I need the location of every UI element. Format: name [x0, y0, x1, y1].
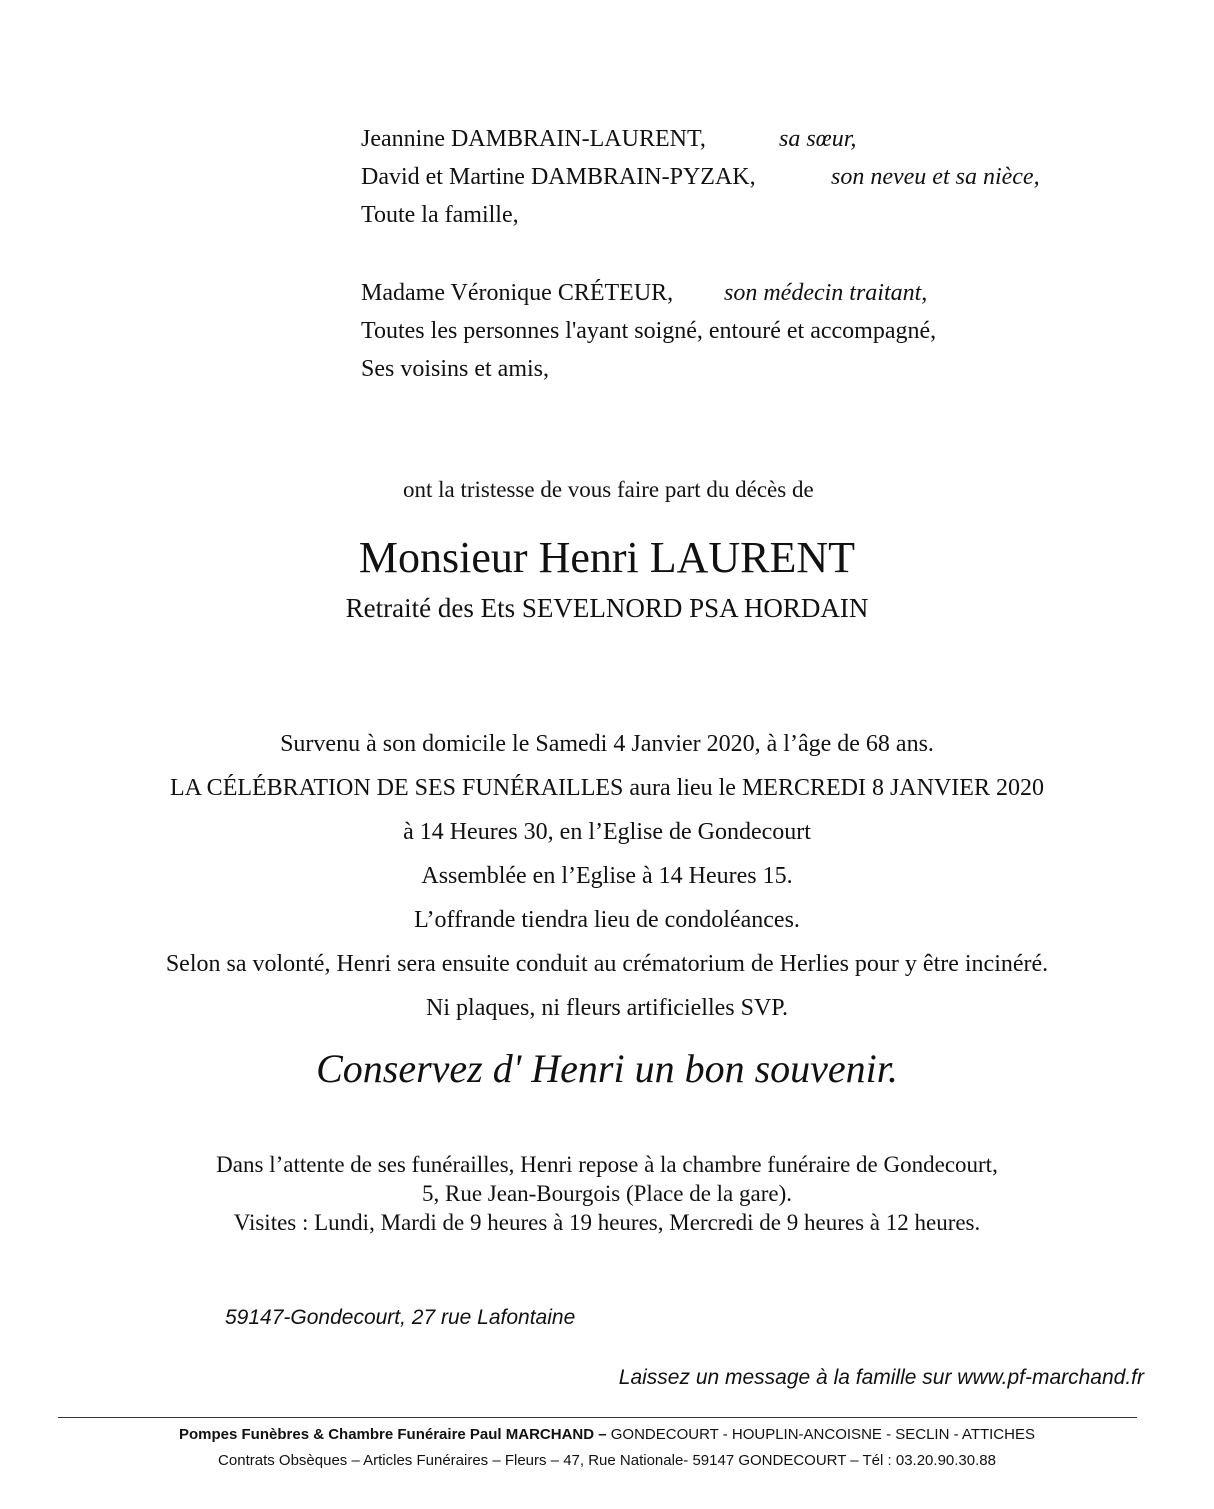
announcement-text: ont la tristesse de vous faire part du décès de: [403, 477, 814, 502]
family-address: 59147-Gondecourt, 27 rue Lafontaine: [225, 1306, 576, 1329]
footer-locations: GONDECOURT - HOUPLIN-ANCOISNE - SECLIN - ATTICHES: [606, 1426, 1035, 1443]
other-person-name: Toutes les personnes l'ayant soigné, entouré et accompagné,: [361, 318, 937, 344]
other-person: [361, 274, 673, 312]
other-person-role: son médecin traitant,: [724, 280, 928, 306]
repose-line: Dans l’attente de ses funérailles, Henri repose à la chambre funéraire de Gondecourt,: [216, 1152, 998, 1177]
other-person-role-wrap: [724, 274, 927, 312]
family-member-name: Jeannine DAMBRAIN-LAURENT,: [361, 126, 706, 152]
family-member: [361, 120, 706, 158]
memorial-quote: Conservez d' Henri un bon souvenir.: [316, 1046, 898, 1091]
footer-services: Contrats Obsèques – Articles Funéraires – Fleurs – 47, Rue Nationale- 59147 GONDECOURT – Tél : 03.20.90.30.88: [218, 1452, 996, 1469]
footer-company: Pompes Funèbres & Chambre Funéraire Paul MARCHAND –: [179, 1426, 607, 1443]
detail-line: Selon sa volonté, Henri sera ensuite conduit au crématorium de Herlies pour y être incinéré.: [165, 951, 1049, 977]
detail-line: Assemblée en l’Eglise à 14 Heures 15.: [421, 863, 793, 889]
footer-company-line: [0, 1426, 1214, 1443]
repose-line: Visites : Lundi, Mardi de 9 heures à 19 heures, Mercredi de 9 heures à 12 heures.: [233, 1210, 981, 1235]
leave-message-link[interactable]: Laissez un message à la famille sur www.pf-marchand.fr: [618, 1366, 1144, 1389]
family-member: [361, 158, 756, 196]
detail-line: LA CÉLÉBRATION DE SES FUNÉRAILLES aura lieu le MERCREDI 8 JANVIER 2020: [170, 775, 1044, 801]
detail-line: Survenu à son domicile le Samedi 4 Janvier 2020, à l’âge de 68 ans.: [280, 731, 934, 757]
family-member-role: son neveu et sa nièce,: [831, 164, 1040, 190]
detail-line: L’offrande tiendra lieu de condoléances.: [414, 907, 800, 933]
footer-divider: [58, 1417, 1137, 1418]
detail-line: Ni plaques, ni fleurs artificielles SVP.: [426, 995, 788, 1021]
family-member-name: David et Martine DAMBRAIN-PYZAK,: [361, 164, 756, 190]
other-person: [361, 350, 549, 388]
deceased-name: Monsieur Henri LAURENT: [358, 533, 856, 582]
other-person-name: Madame Véronique CRÉTEUR,: [361, 280, 674, 306]
other-person-name: Ses voisins et amis,: [361, 356, 550, 382]
detail-line: à 14 Heures 30, en l’Eglise de Gondecourt: [403, 819, 811, 845]
family-member-name: Toute la famille,: [361, 202, 519, 228]
family-member-role: sa sœur,: [779, 126, 857, 152]
family-member-role-wrap: [779, 120, 856, 158]
family-member-role-wrap: [831, 158, 1040, 196]
other-person: [361, 312, 936, 350]
family-member: [361, 196, 519, 234]
repose-line: 5, Rue Jean-Bourgois (Place de la gare).: [421, 1181, 792, 1206]
deceased-occupation: Retraité des Ets SEVELNORD PSA HORDAIN: [345, 593, 869, 623]
